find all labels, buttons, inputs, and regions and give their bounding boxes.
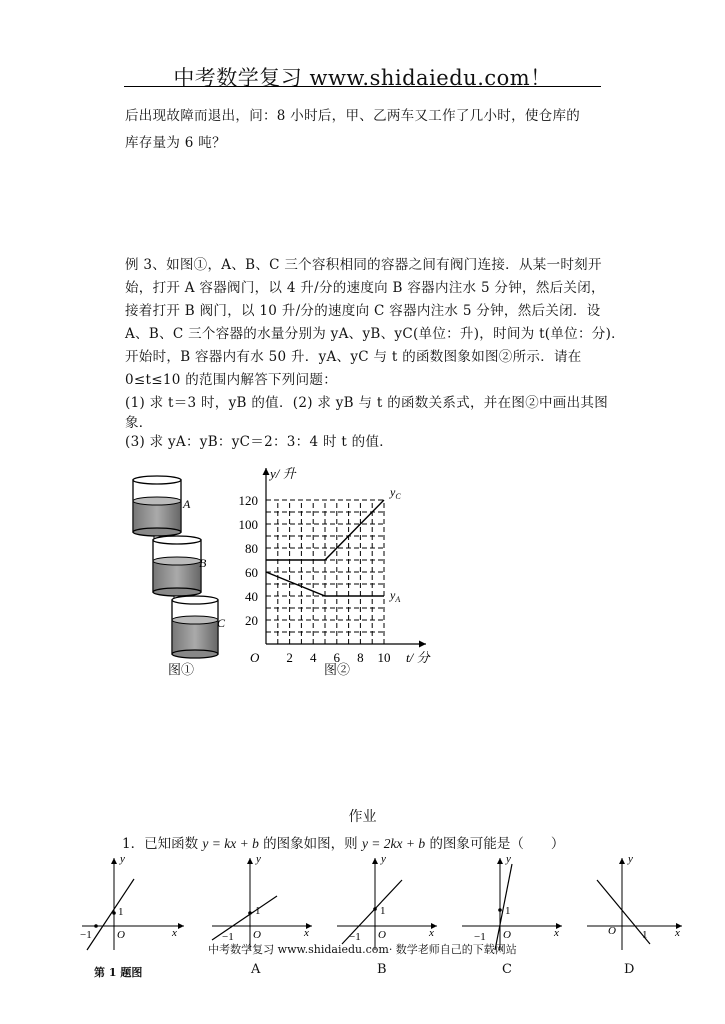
option-c-label: C — [502, 962, 512, 977]
option-d-label: D — [624, 962, 635, 977]
series-label-ya: $y_A$ — [390, 588, 401, 604]
graph-d-origin: O — [608, 925, 616, 937]
figure2-chart — [230, 462, 450, 672]
figure2-caption: 图② — [324, 663, 351, 678]
example3-line-3: 接着打开 B 阀门，以 10 升/分的速度向 C 容器内注水 5 分钟，然后关闭．设 — [125, 303, 601, 319]
example3-line-2: 始，打开 A 容器阀门，以 4 升/分的速度向 B 容器内注水 5 分钟，然后关闭， — [125, 280, 605, 296]
graph-b-origin: O — [378, 929, 386, 941]
graph-a-x: x — [304, 927, 309, 939]
y-tick-label: 120 — [238, 493, 258, 508]
q1-expr2: y = 2kx + b — [361, 836, 426, 851]
q1-expr1: y = kx + b — [202, 836, 259, 851]
x-tick-label: 4 — [309, 650, 317, 665]
option-a-label: A — [251, 962, 261, 977]
container-a — [133, 476, 181, 541]
y-tick-label: 60 — [245, 565, 258, 580]
x-axis-arrow — [419, 641, 426, 648]
origin-label: O — [250, 650, 260, 665]
graph-b — [337, 853, 437, 950]
option-b-label: B — [377, 962, 387, 977]
graph-b-mark-neg1: −1 — [349, 931, 361, 943]
example3-line-5: 开始时，B 容器内有水 50 升．yA、yC 与 t 的函数图象如图②所示．请在 — [125, 349, 582, 365]
graph-a — [212, 853, 312, 950]
x-tick-label: 2 — [286, 650, 293, 665]
graph-b-y: y — [381, 853, 386, 865]
graph-problem-x: x — [172, 927, 177, 939]
figure1-caption: 图① — [168, 663, 195, 678]
container-b — [153, 536, 201, 601]
graph-c-origin: O — [503, 929, 511, 941]
x-tick-label: 10 — [377, 650, 391, 665]
container-c-label: C — [217, 616, 226, 630]
graph-problem — [80, 853, 184, 950]
graph-problem-origin: O — [117, 929, 125, 941]
graph-problem-y: y — [120, 853, 125, 865]
container-c — [172, 596, 218, 658]
graph-problem-label: 第 1 题图 — [94, 966, 143, 979]
graph-d — [587, 853, 682, 950]
y-tick-label: 100 — [238, 517, 258, 532]
graph-b-mark-1: 1 — [380, 905, 386, 917]
graph-b-x: x — [429, 927, 434, 939]
x-tick-label: 6 — [333, 650, 341, 665]
example3-line-8: 象． — [125, 415, 153, 431]
graph-a-origin: O — [253, 929, 261, 941]
graph-a-mark-neg1: −1 — [222, 931, 234, 943]
homework-question-1 — [122, 832, 564, 852]
chart-grid — [266, 500, 384, 644]
series-label-yc: $y_C$ — [390, 485, 401, 501]
graph-a-y: y — [256, 853, 261, 865]
y-tick-label: 20 — [245, 613, 258, 628]
graph-a-mark-1: 1 — [255, 905, 261, 917]
prev-problem-line-1: 后出现故障而退出，问：8 小时后，甲、乙两车又工作了几小时，使仓库的 — [125, 108, 581, 124]
example3-line-1: 例 3、如图①，A、B、C 三个容积相同的容器之间有阀门连接．从某一时刻开 — [125, 257, 602, 273]
q1-suffix: 的图象可能是（ ） — [429, 836, 565, 852]
container-a-label: A — [183, 497, 191, 511]
y-tick-label: 80 — [245, 541, 258, 556]
graph-c-y: y — [506, 853, 511, 865]
q1-middle: 的图象如图，则 — [263, 836, 358, 852]
y-axis-arrow — [263, 468, 270, 475]
example3-line-6: 0≤t≤10 的范围内解答下列问题： — [125, 372, 338, 388]
graph-d-x: x — [675, 927, 680, 939]
x-tick-label: 8 — [357, 650, 364, 665]
graph-problem-mark-neg1: −1 — [80, 929, 92, 941]
graph-d-mark-1: 1 — [642, 929, 648, 941]
graph-problem-mark-1: 1 — [118, 906, 124, 918]
example3-line-7: (1) 求 t＝3 时，yB 的值．(2) 求 yB 与 t 的函数关系式，并在图②中画出其图 — [125, 395, 608, 411]
graph-c — [462, 853, 562, 950]
header-rule — [124, 86, 601, 87]
graph-d-y: y — [628, 853, 633, 865]
homework-title: 作业 — [348, 809, 377, 825]
prev-problem-line-2: 库存量为 6 吨？ — [125, 135, 226, 151]
example3-line-9: (3) 求 yA：yB：yC＝2：3：4 时 t 的值． — [125, 434, 394, 450]
q1-prefix: 1．已知函数 — [122, 836, 199, 852]
graph-c-mark-1: 1 — [505, 905, 511, 917]
figure1-containers — [125, 470, 235, 670]
graph-c-x: x — [554, 927, 559, 939]
graph-problem-line — [87, 879, 134, 950]
page-header-title: 中考数学复习 www.shidaiedu.com！ — [173, 66, 552, 90]
y-tick-label: 40 — [245, 589, 258, 604]
container-b-label: B — [199, 556, 207, 570]
example3-line-4: A、B、C 三个容器的水量分别为 yA、yB、yC(单位：升)，时间为 t(单位：分)． — [125, 326, 625, 342]
graph-c-mark-neg1: −1 — [474, 931, 486, 943]
x-axis-label: t/ 分 — [406, 650, 430, 665]
homework-graphs — [72, 852, 684, 952]
y-axis-label: y/ 升 — [270, 466, 296, 481]
page-footer: 中考数学复习 www.shidaiedu.com· 数学老师自己的下载网站 — [208, 943, 517, 956]
